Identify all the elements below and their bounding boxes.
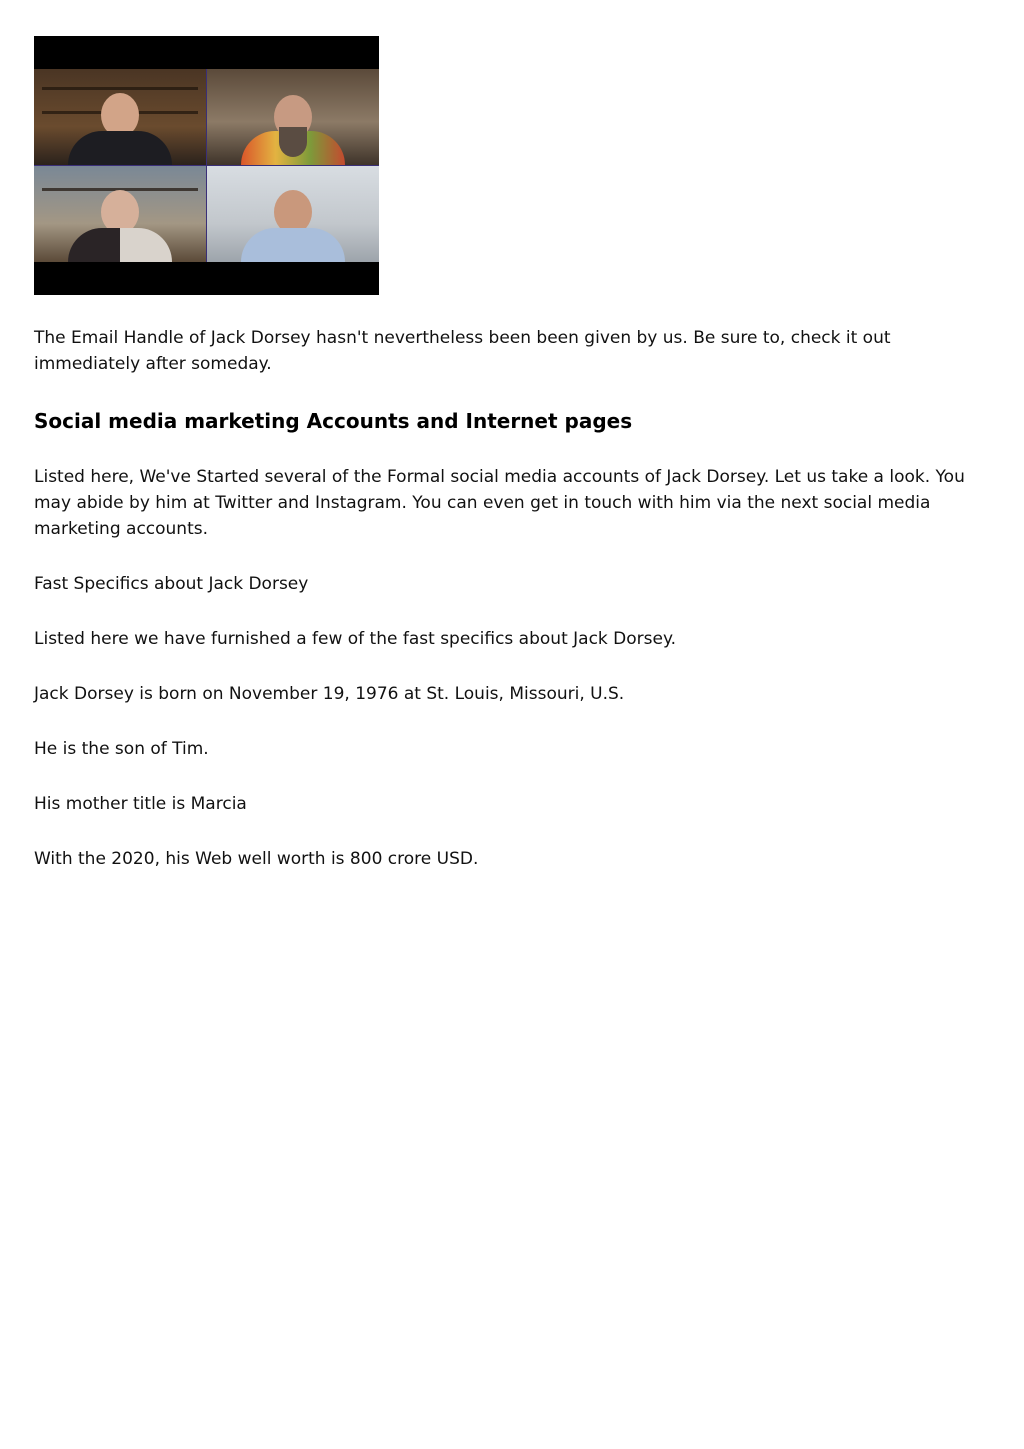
fast-specifics-title: Fast Specifics about Jack Dorsey — [34, 574, 309, 594]
email-handle-paragraph: The Email Handle of Jack Dorsey hasn't nevertheless been been given by us. Be sure to, check it out immediately after someday. — [34, 328, 891, 374]
participant-tile-top-right — [207, 69, 379, 165]
video-call-grid — [34, 69, 379, 262]
participant-figure — [68, 93, 172, 165]
participant-tile-bottom-left — [34, 166, 206, 262]
fast-specifics-intro: Listed here we have furnished a few of the fast specifics about Jack Dorsey. — [34, 629, 676, 649]
fact-mother: His mother title is Marcia — [34, 794, 247, 814]
fact-birth: Jack Dorsey is born on November 19, 1976 at St. Louis, Missouri, U.S. — [34, 684, 625, 704]
fact-father: He is the son of Tim. — [34, 739, 209, 759]
participant-figure — [241, 190, 345, 262]
video-call-image — [34, 36, 379, 295]
article — [34, 36, 990, 872]
participant-tile-bottom-right — [207, 166, 379, 262]
social-media-heading: Social media marketing Accounts and Internet pages — [34, 409, 633, 433]
participant-figure — [68, 190, 172, 262]
participant-figure — [241, 93, 345, 165]
fact-net-worth: With the 2020, his Web well worth is 800 crore USD. — [34, 849, 479, 869]
participant-tile-top-left — [34, 69, 206, 165]
social-media-paragraph: Listed here, We've Started several of the Formal social media accounts of Jack Dorsey. Let us take a look. You may abide by him at Twitter and Instagram. You can even get in touch with him via the next social media marketing accounts. — [34, 467, 965, 539]
